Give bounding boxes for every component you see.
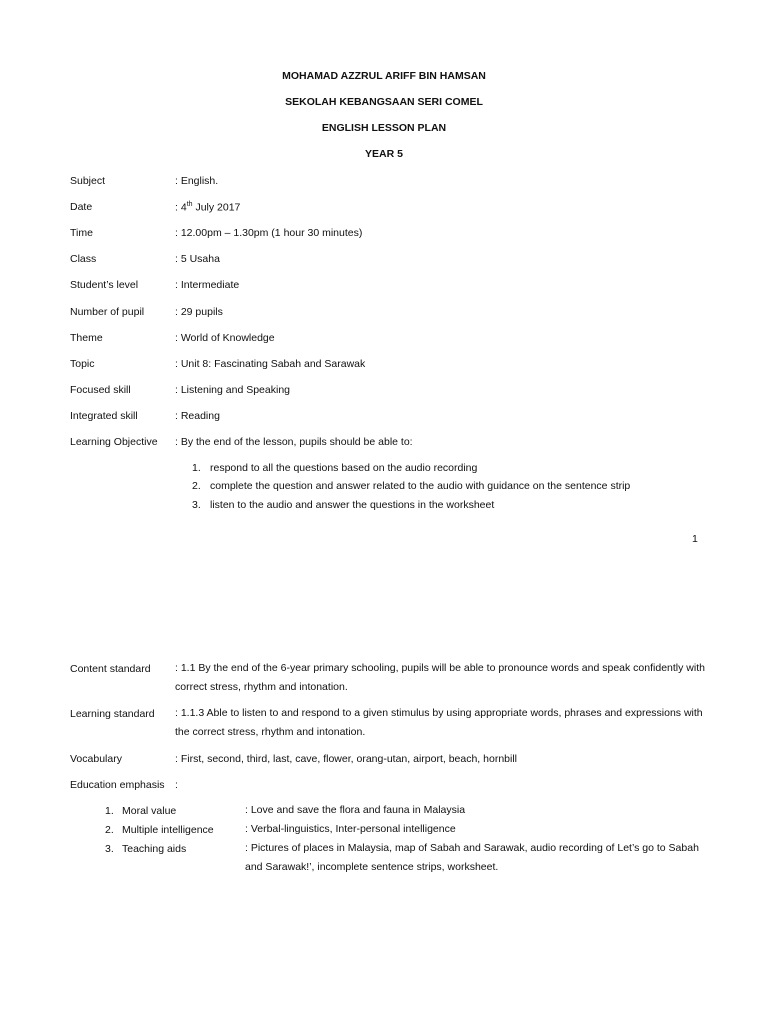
detail-label-date: Date: [70, 201, 93, 213]
detail-value-level: : Intermediate: [175, 279, 240, 291]
list-item-number: 2.: [192, 480, 201, 492]
list-item-number: 3.: [105, 843, 114, 855]
detail-label-pupils: Number of pupil: [70, 306, 145, 318]
detail-value-pupils: : 29 pupils: [175, 306, 223, 318]
detail-value-topic: : Unit 8: Fascinating Sabah and Sarawak: [175, 358, 366, 370]
emphasis-value-intelligence: : Verbal-linguistics, Inter-personal intelligence: [245, 823, 456, 835]
list-item-number: 1.: [105, 805, 114, 817]
list-item: listen to the audio and answer the questions in the worksheet: [210, 499, 495, 511]
document-title: ENGLISH LESSON PLAN: [321, 122, 447, 134]
detail-label-level: Student’s level: [70, 279, 139, 291]
emphasis-value-teaching-aids: : Pictures of places in Malaysia, map of Sabah and Sarawak, audio recording of Let’s go to Sabah and Sarawak!’, incomplete sentence strips, worksheet.: [245, 842, 699, 873]
detail-label-theme: Theme: [70, 332, 103, 344]
learning-standard-label: Learning standard: [70, 708, 155, 720]
detail-label-class: Class: [70, 253, 97, 265]
page-number: 1: [692, 533, 698, 545]
content-standard-value: : 1.1 By the end of the 6-year primary schooling, pupils will be able to pronounce words and speak confidently with correct stress, rhythm and intonation.: [175, 662, 705, 693]
year-label: YEAR 5: [365, 148, 403, 160]
detail-value-subject: : English.: [175, 175, 219, 187]
detail-value-focused-skill: : Listening and Speaking: [175, 384, 291, 396]
content-standard-label: Content standard: [70, 663, 151, 675]
detail-label-integrated-skill: Integrated skill: [70, 410, 138, 422]
emphasis-label-moral: Moral value: [122, 805, 177, 817]
learning-standard-value: : 1.1.3 Able to listen to and respond to a given stimulus by using appropriate words, phrases and expressions with the correct stress, rhythm and intonation.: [175, 707, 703, 738]
detail-value-integrated-skill: : Reading: [175, 410, 220, 422]
education-emphasis-colon: :: [175, 779, 178, 791]
emphasis-value-moral: : Love and save the flora and fauna in Malaysia: [245, 804, 466, 816]
vocabulary-value: : First, second, third, last, cave, flower, orang-utan, airport, beach, hornbill: [175, 753, 517, 765]
list-item-number: 2.: [105, 824, 114, 836]
list-item-number: 3.: [192, 499, 201, 511]
list-item: respond to all the questions based on the audio recording: [210, 462, 478, 474]
detail-value-class: : 5 Usaha: [175, 253, 220, 265]
date-prefix: : 4: [175, 201, 187, 214]
school-name: SEKOLAH KEBANGSAAN SERI COMEL: [285, 96, 483, 108]
date-suffix: July 2017: [192, 201, 241, 214]
emphasis-label-teaching-aids: Teaching aids: [122, 843, 187, 855]
emphasis-label-intelligence: Multiple intelligence: [122, 824, 214, 836]
detail-label-topic: Topic: [70, 358, 95, 370]
detail-label-subject: Subject: [70, 175, 106, 187]
detail-value-time: : 12.00pm – 1.30pm (1 hour 30 minutes): [175, 227, 363, 239]
detail-value-objective: : By the end of the lesson, pupils should be able to:: [175, 436, 413, 448]
list-item-number: 1.: [192, 462, 201, 474]
detail-value-date: [175, 201, 240, 214]
list-item: complete the question and answer related to the audio with guidance on the sentence strip: [210, 480, 631, 492]
author-name: MOHAMAD AZZRUL ARIFF BIN HAMSAN: [282, 70, 486, 82]
detail-label-objective: Learning Objective: [70, 436, 158, 448]
education-emphasis-label: Education emphasis: [70, 779, 165, 791]
date-ordinal-suffix: th: [186, 201, 193, 208]
detail-label-focused-skill: Focused skill: [70, 384, 131, 396]
detail-value-theme: : World of Knowledge: [175, 332, 275, 344]
vocabulary-label: Vocabulary: [70, 753, 122, 765]
detail-label-time: Time: [70, 227, 93, 239]
